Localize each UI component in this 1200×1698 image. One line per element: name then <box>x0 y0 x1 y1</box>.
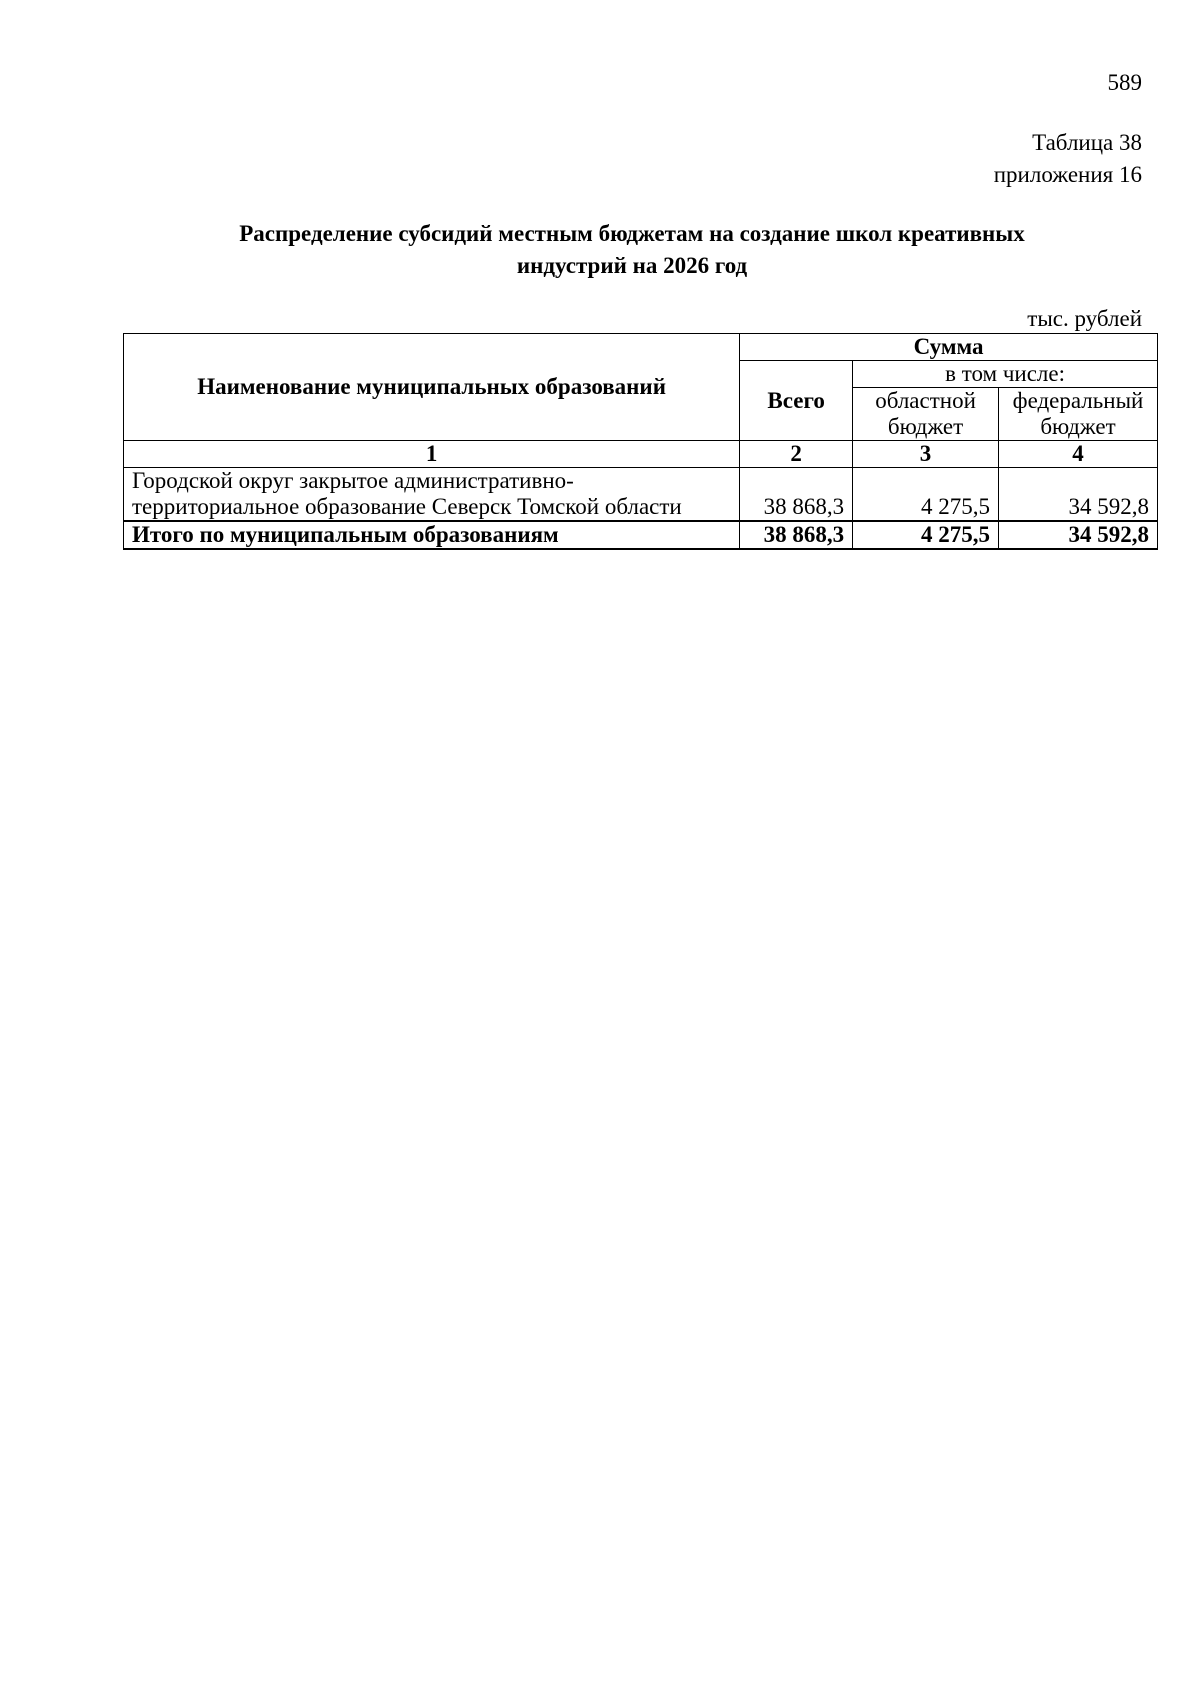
header-federal-line-1: федеральный <box>1012 388 1144 413</box>
header-municipality-name: Наименование муниципальных образований <box>124 334 740 441</box>
table-number: Таблица 38 <box>1032 130 1142 155</box>
row-total-value: 38 868,3 <box>740 468 853 522</box>
title-line-1: Распределение субсидий местным бюджетам на создание школ креативных <box>239 221 1025 246</box>
header-total: Всего <box>740 361 853 441</box>
municipality-name-line-2: территориальное образование Северск Томской области <box>132 494 682 519</box>
row-federal-value: 34 592,8 <box>999 468 1158 522</box>
header-sum: Сумма <box>740 334 1158 361</box>
document-title <box>124 218 1140 282</box>
header-row-1 <box>124 334 1158 361</box>
header-regional-line-1: областной <box>875 388 976 413</box>
total-row-regional-value: 4 275,5 <box>853 521 999 549</box>
total-row-label: Итого по муниципальным образованиям <box>124 521 740 549</box>
row-regional-value: 4 275,5 <box>853 468 999 522</box>
column-number-row <box>124 441 1158 468</box>
total-row-total-value: 38 868,3 <box>740 521 853 549</box>
column-number-2: 2 <box>740 441 853 468</box>
header-federal-line-2: бюджет <box>1040 414 1116 439</box>
page-number: 589 <box>1107 70 1142 95</box>
column-number-4: 4 <box>999 441 1158 468</box>
column-number-1: 1 <box>124 441 740 468</box>
table-row <box>124 468 1158 522</box>
header-regional-budget <box>853 388 999 441</box>
header-federal-budget <box>999 388 1158 441</box>
total-row <box>124 521 1158 549</box>
header-including: в том числе: <box>853 361 1158 388</box>
total-row-federal-value: 34 592,8 <box>999 521 1158 549</box>
municipality-name <box>124 468 740 522</box>
title-line-2: индустрий на 2026 год <box>516 253 748 278</box>
municipality-name-line-1: Городской округ закрытое административно- <box>132 468 574 493</box>
appendix-number: приложения 16 <box>993 162 1142 187</box>
column-number-3: 3 <box>853 441 999 468</box>
units-label: тыс. рублей <box>1027 306 1142 331</box>
header-regional-line-2: бюджет <box>887 414 964 439</box>
table-reference <box>994 127 1142 191</box>
subsidy-table <box>123 333 1158 550</box>
